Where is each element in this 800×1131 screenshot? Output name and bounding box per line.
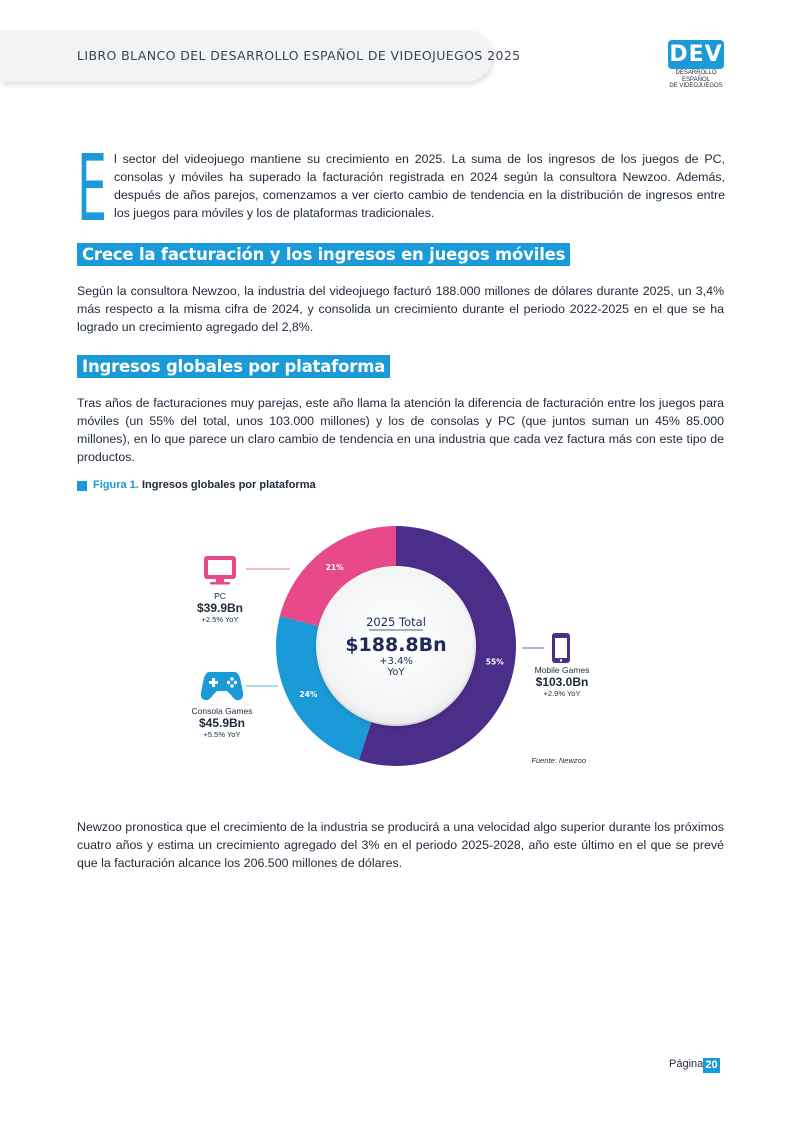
logo-subtitle [666,70,726,90]
figure-title: Ingresos globales por plataforma [142,479,316,491]
dev-logo [668,40,724,89]
pc-percent-label: 21% [325,562,344,572]
section3-paragraph: Newzoo pronostica que el crecimiento de la industria se producirá a una velocidad algo superior durante los próximos cuatro años y estima un crecimiento agregado del 3% en el periodo 2025-2028, año este último en el que se prevé que la facturación alcance los 206.500 millones de dólares. [77,820,724,870]
logo-subtitle-line-1: DESARROLLO ESPAÑOL [675,70,717,83]
mobile-amount: $103.0Bn [535,675,589,689]
section2-paragraph: Tras años de facturaciones muy parejas, este año llama la atención la diferencia de facturación entre los juegos para móviles (un 55% del total, unos 103.000 millones) y los de consolas y PC (que juntos suman un 45% 85.000 millones), en lo que parece un claro cambio de tendencia en una industria que cada vez factura más con este tipo de productos. [77,396,724,464]
section-heading: Ingresos globales por plataforma [77,355,390,378]
page-label: Página [669,1058,704,1070]
center-total: $188.8Bn [345,634,447,656]
pc-amount: $39.9Bn [196,601,244,615]
console-yoy: +5.5% YoY [203,730,241,739]
figure-marker [77,481,87,491]
drop-cap-letter: E [77,135,107,242]
gamepad-icon [201,672,243,700]
smartphone-icon [552,633,570,663]
monitor-icon [204,556,236,585]
page-number: 20 [703,1058,720,1073]
pc-label: PC [214,591,226,601]
center-change: +3.4% [379,656,413,667]
chart-source: Fuente: Newzoo [531,756,586,765]
drop-cap [77,135,109,242]
console-percent-label: 24% [299,690,318,700]
center-title: 2025 Total [366,615,426,629]
section1-paragraph: Según la consultora Newzoo, la industria del videojuego facturó 188.000 millones de dólares durante 2025, un 3,4% más respecto a la misma cifra de 2024, y consolida un crecimiento durante el periodo 2022-2025 en el que se ha logrado un crecimiento agregado del 2,8%. [77,284,724,334]
logo-mark: DEV [669,42,723,67]
section-heading: Crece la facturación y los ingresos en juegos móviles [77,243,570,266]
mobile-percent-label: 55% [485,657,504,667]
donut-chart [0,520,800,780]
document-title: LIBRO BLANCO DEL DESARROLLO ESPAÑOL DE VIDEOJUEGOS 2025 [77,48,521,63]
logo-subtitle-line-2: DE VIDEOJUEGOS [669,83,723,89]
console-amount: $45.9Bn [198,716,246,730]
intro-paragraph: l sector del videojuego mantiene su crecimiento en 2025. La suma de los ingresos de los juegos de PC, consolas y móviles ha superado la facturación registrada en 2024 según la consultora Newzoo. Además, después de años parejos, comenzamos a ver cierto cambio de tendencia en la distribución de ingresos entre los juegos para móviles y los de plataformas tradicionales. [114,152,725,220]
mobile-label: Mobile Games [534,665,590,675]
figure-label: Figura 1. [93,479,139,491]
mobile-yoy: +2.9% YoY [543,689,581,698]
pc-yoy: +2.5% YoY [201,615,239,624]
center-change-unit: YoY [387,667,405,678]
console-label: Consola Games [191,706,253,716]
